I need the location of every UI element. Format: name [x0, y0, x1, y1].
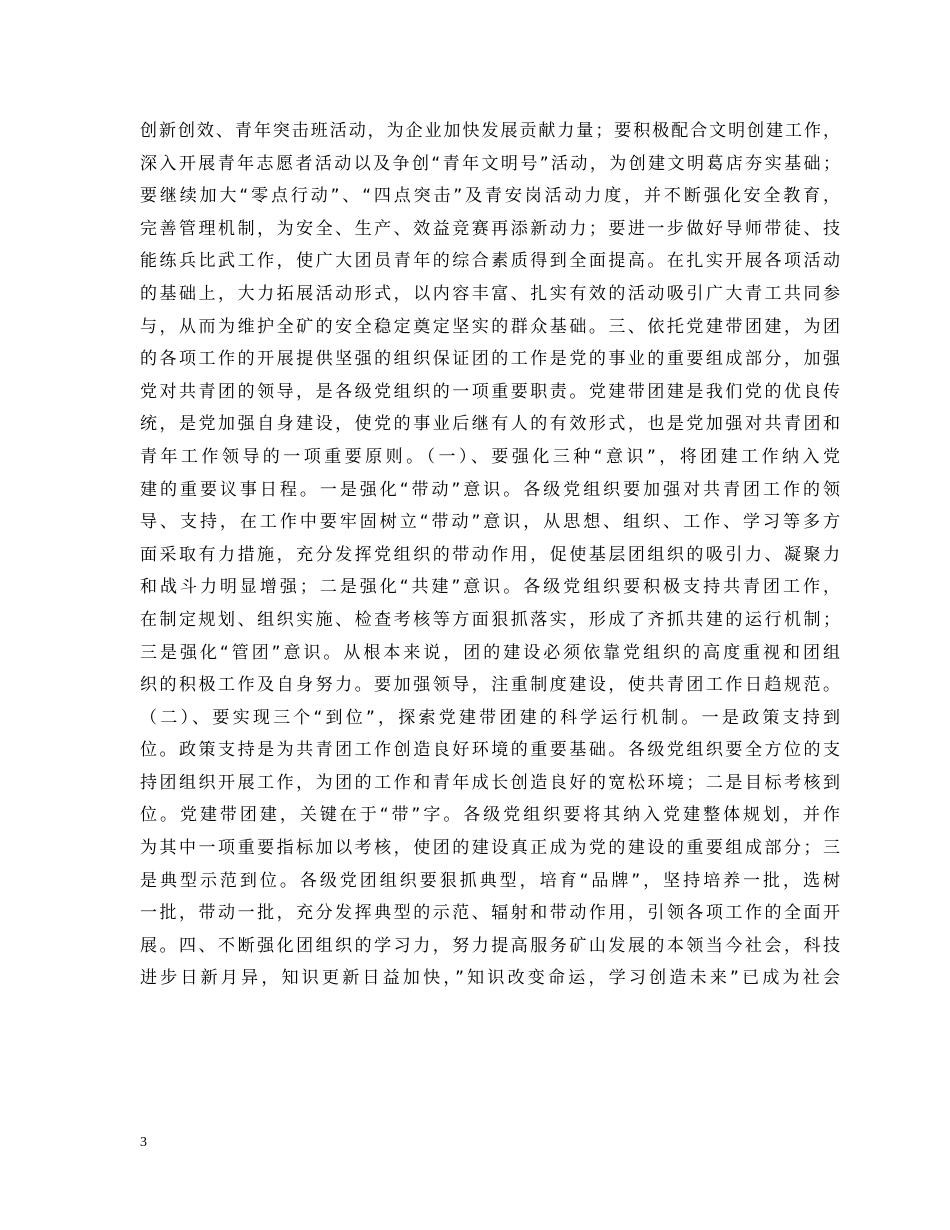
- text-line: 和战斗力明显增强；二是强化“共建”意识。各级党组织要积极支持共青团工作，: [140, 577, 840, 598]
- text-line: 的基础上，大力拓展活动形式，以内容丰富、扎实有效的活动吸引广大青工共同参: [140, 283, 840, 304]
- text-line: 导、支持，在工作中要牢固树立“带动”意识，从思想、组织、工作、学习等多方: [140, 512, 840, 533]
- text-line: 在制定规划、组织实施、检查考核等方面狠抓落实，形成了齐抓共建的运行机制；: [140, 609, 840, 630]
- text-line: 位。政策支持是为共青团工作创造良好环境的重要基础。各级党组织要全方位的支: [140, 740, 840, 761]
- text-line: 是典型示范到位。各级党团组织要狠抓典型，培育“品牌”，坚持培养一批，选树: [140, 870, 840, 891]
- text-line: 的各项工作的开展提供坚强的组织保证团的工作是党的事业的重要组成部分，加强: [140, 349, 840, 370]
- text-line: 为其中一项重要指标加以考核，使团的建设真正成为党的建设的重要组成部分；三: [140, 838, 840, 859]
- text-line: 三是强化“管团”意识。从根本来说，团的建设必须依靠党组织的高度重视和团组: [140, 642, 840, 663]
- text-line: 面采取有力措施，充分发挥党组织的带动作用，促使基层团组织的吸引力、凝聚力: [140, 544, 840, 565]
- text-line: 位。党建带团建，关键在于“带”字。各级党组织要将其纳入党建整体规划，并作: [140, 805, 840, 826]
- text-line: 能练兵比武工作，使广大团员青年的综合素质得到全面提高。在扎实开展各项活动: [140, 251, 840, 272]
- text-line: 青年工作领导的一项重要原则。（一）、要强化三种“意识”，将团建工作纳入党: [140, 446, 840, 467]
- text-line: 党对共青团的领导，是各级党组织的一项重要职责。党建带团建是我们党的优良传: [140, 381, 840, 402]
- body-paragraph: [140, 115, 840, 995]
- text-line: 统，是党加强自身建设，使党的事业后继有人的有效形式，也是党加强对共青团和: [140, 414, 840, 435]
- text-line: （二）、要实现三个“到位”，探索党建带团建的科学运行机制。一是政策支持到: [140, 707, 840, 728]
- text-line: 一批，带动一批，充分发挥典型的示范、辐射和带动作用，引领各项工作的全面开: [140, 903, 840, 924]
- text-line: 进步日新月异，知识更新日益加快，”知识改变命运，学习创造未来”已成为社会: [140, 968, 840, 989]
- text-line: 持团组织开展工作，为团的工作和青年成长创造良好的宽松环境；二是目标考核到: [140, 772, 840, 793]
- text-line: 展。四、不断强化团组织的学习力，努力提高服务矿山发展的本领当今社会，科技: [140, 935, 840, 956]
- text-line: 织的积极工作及自身努力。要加强领导，注重制度建设，使共青团工作日趋规范。: [140, 675, 840, 696]
- page-number: 3: [140, 1135, 147, 1150]
- text-line: 深入开展青年志愿者活动以及争创“青年文明号”活动，为创建文明葛店夯实基础；: [140, 153, 840, 174]
- text-line: 完善管理机制，为安全、生产、效益竞赛再添新动力；要进一步做好导师带徒、技: [140, 218, 840, 239]
- text-line: 与，从而为维护全矿的安全稳定奠定坚实的群众基础。三、依托党建带团建，为团: [140, 316, 840, 337]
- text-line: 创新创效、青年突击班活动，为企业加快发展贡献力量；要积极配合文明创建工作，: [140, 121, 840, 141]
- text-line: 要继续加大“零点行动”、“四点突击”及青安岗活动力度，并不断强化安全教育，: [140, 186, 840, 207]
- text-line: 建的重要议事日程。一是强化“带动”意识。各级党组织要加强对共青团工作的领: [140, 479, 840, 500]
